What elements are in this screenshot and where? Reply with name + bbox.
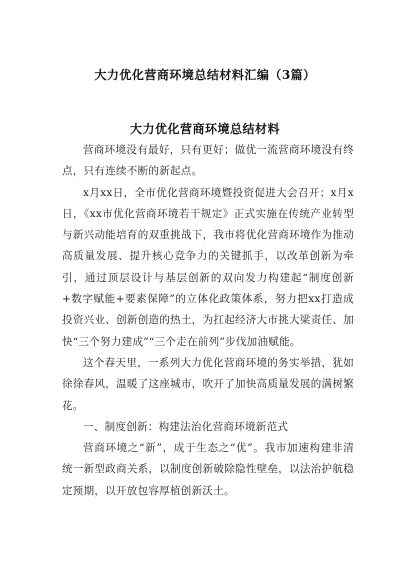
paragraph-spring: 这个春天里，一系列大力优化营商环境的务实举措，犹如徐徐春风，温暖了这座城市，吹开了加快高质量发展的满树繁花。 [62, 356, 354, 412]
paragraph-institutional-innovation: 营商环境之“新”，成于生态之“优”。我市加速构建非清统一新型政商关系，以制度创新破除隐性壁垒，以法治护航稳定预期，以开放包容厚植创新沃土。 [62, 442, 354, 497]
document-title: 大力优化营商环境总结材料汇编（3篇） [94, 68, 316, 82]
paragraph-background: x月xx日，全市优化营商环境暨投资促进大会召开；x月x日，《xx市优化营商环境若干规定》正式实施在传统产业转型与新兴动能培育的双重挑战下，我市将优化营商环境作为推动高质量发展、提升核心竞争力的关键抓手，以改革创新为牵引，通过顶层设计与基层创新的双向发力构建起“制度创新+数字赋能+要素保障”的立体化政策体系，努力把xx打造成投资兴业、创新创造的热土，为扛起经济大市挑大梁责任、加快“三个努力建成”“三个走在前列”步伐加油赋能。 [62, 186, 354, 348]
document-body [62, 140, 354, 502]
section-heading-1: 一、制度创新：构建法治化营商环境新范式 [83, 420, 289, 433]
paragraph-intro: 营商环境没有最好，只有更好；做优一流营商环境没有终点，只有连续不断的新起点。 [62, 144, 354, 178]
section-title: 大力优化营商环境总结材料 [129, 122, 280, 136]
